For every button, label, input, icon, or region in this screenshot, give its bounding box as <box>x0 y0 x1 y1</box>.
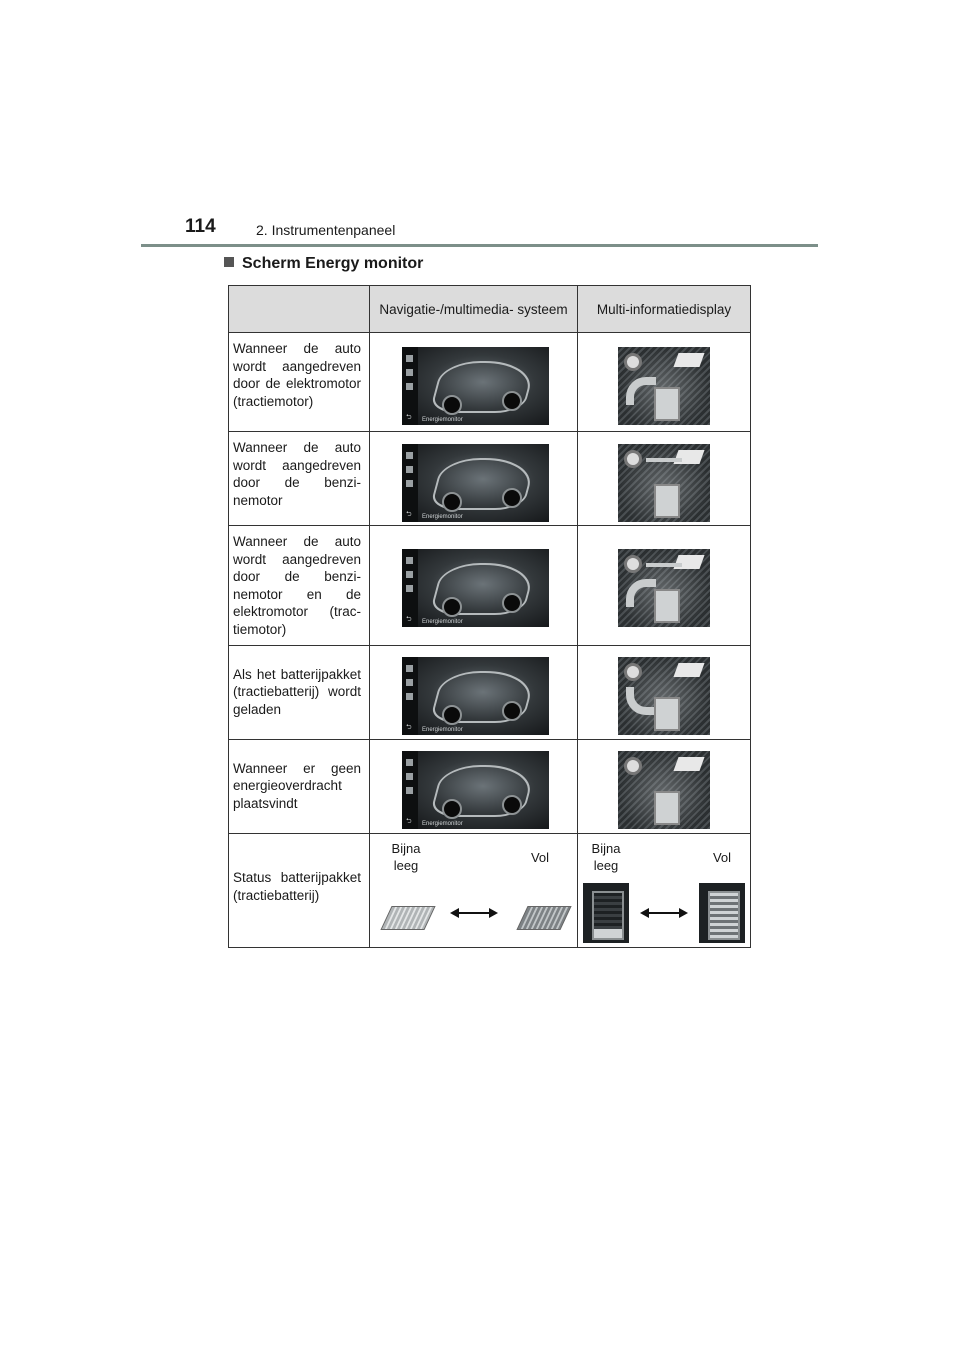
energy-monitor-table <box>228 285 751 948</box>
battery-icon <box>654 387 680 421</box>
wheel-icon <box>624 757 642 775</box>
nav-screenshot-cell <box>370 645 578 739</box>
nav-screen-label: Energiemonitor <box>422 726 463 733</box>
full-label: Vol <box>530 849 550 865</box>
energy-flow-arrow-icon <box>646 458 682 462</box>
back-icon: ⮌ <box>406 616 412 623</box>
table-header-row <box>229 286 751 333</box>
wheel-icon <box>624 450 642 468</box>
nav-energy-screen <box>402 549 549 627</box>
nav-energy-screen <box>402 657 549 735</box>
low-label: Bijna leeg <box>591 840 621 873</box>
wheel-icon <box>624 663 642 681</box>
battery-full-icon <box>516 906 571 930</box>
table-row <box>229 432 751 526</box>
section-heading <box>224 255 423 273</box>
mid-battery-status-cell <box>578 833 751 947</box>
wheel-icon <box>624 555 642 573</box>
row-description: Status batterijpakket (tractiebatterij) <box>229 833 370 947</box>
battery-low-icon <box>583 883 629 943</box>
page-number: 114 <box>185 216 216 237</box>
table-row <box>229 526 751 646</box>
nav-screen-label: Energiemonitor <box>422 820 463 827</box>
nav-screenshot-cell <box>370 739 578 833</box>
mid-screenshot-cell <box>578 432 751 526</box>
nav-screen-label: Energiemonitor <box>422 417 463 423</box>
low-label: Bijna leeg <box>391 840 421 873</box>
battery-icon <box>654 589 680 623</box>
row-description: Als het batterijpakket (tractiebatterij) wordt geladen <box>229 645 370 739</box>
full-label: Vol <box>712 849 732 865</box>
square-bullet-icon <box>224 257 234 267</box>
nav-energy-screen <box>402 347 549 425</box>
wheel-icon <box>624 353 642 371</box>
mid-energy-screen <box>618 347 710 425</box>
mid-energy-screen <box>618 657 710 735</box>
battery-status-row <box>229 833 751 947</box>
battery-icon <box>654 791 680 825</box>
mid-energy-screen <box>618 751 710 829</box>
nav-screen-label: Energiemonitor <box>422 514 463 520</box>
back-icon: ⮌ <box>406 511 412 518</box>
double-arrow-icon <box>640 906 688 920</box>
mid-screenshot-cell <box>578 645 751 739</box>
engine-icon <box>673 757 704 771</box>
table-row <box>229 739 751 833</box>
nav-energy-screen <box>402 444 549 522</box>
row-description: Wanneer er geen energieoverdracht plaatsvindt <box>229 739 370 833</box>
battery-icon <box>654 484 680 518</box>
mid-energy-screen <box>618 444 710 522</box>
engine-icon <box>673 663 704 677</box>
section-title: Scherm Energy monitor <box>242 255 424 272</box>
header-multi-info: Multi-informatiedisplay <box>578 286 751 333</box>
header-rule <box>141 244 818 247</box>
table-row <box>229 333 751 432</box>
battery-full-icon <box>699 883 745 943</box>
battery-icon <box>654 697 680 731</box>
header-empty <box>229 286 370 333</box>
battery-low-icon <box>380 906 435 930</box>
header-nav-system: Navigatie-/multimedia- systeem <box>370 286 578 333</box>
nav-screenshot-cell <box>370 526 578 646</box>
nav-screenshot-cell <box>370 333 578 432</box>
double-arrow-icon <box>450 906 498 920</box>
nav-screen-label: Energiemonitor <box>422 619 463 625</box>
mid-screenshot-cell <box>578 526 751 646</box>
mid-screenshot-cell <box>578 739 751 833</box>
nav-energy-screen <box>402 751 549 829</box>
table-row <box>229 645 751 739</box>
nav-battery-status-cell <box>370 833 578 947</box>
back-icon: ⮌ <box>406 723 412 731</box>
row-description: Wanneer de auto wordt aangedreven door de benzinemotor <box>229 432 370 526</box>
back-icon: ⮌ <box>406 817 412 825</box>
nav-screenshot-cell <box>370 432 578 526</box>
row-description: Wanneer de auto wordt aangedreven door de benzinemotor en de elektromotor (tractiemotor) <box>229 526 370 646</box>
back-icon: ⮌ <box>406 414 412 421</box>
row-description: Wanneer de auto wordt aangedreven door de elektromotor (tractiemotor) <box>229 333 370 432</box>
chapter-title: 2. Instrumentenpaneel <box>256 222 396 238</box>
energy-flow-arrow-icon <box>646 563 682 567</box>
mid-screenshot-cell <box>578 333 751 432</box>
mid-energy-screen <box>618 549 710 627</box>
engine-icon <box>673 353 704 367</box>
